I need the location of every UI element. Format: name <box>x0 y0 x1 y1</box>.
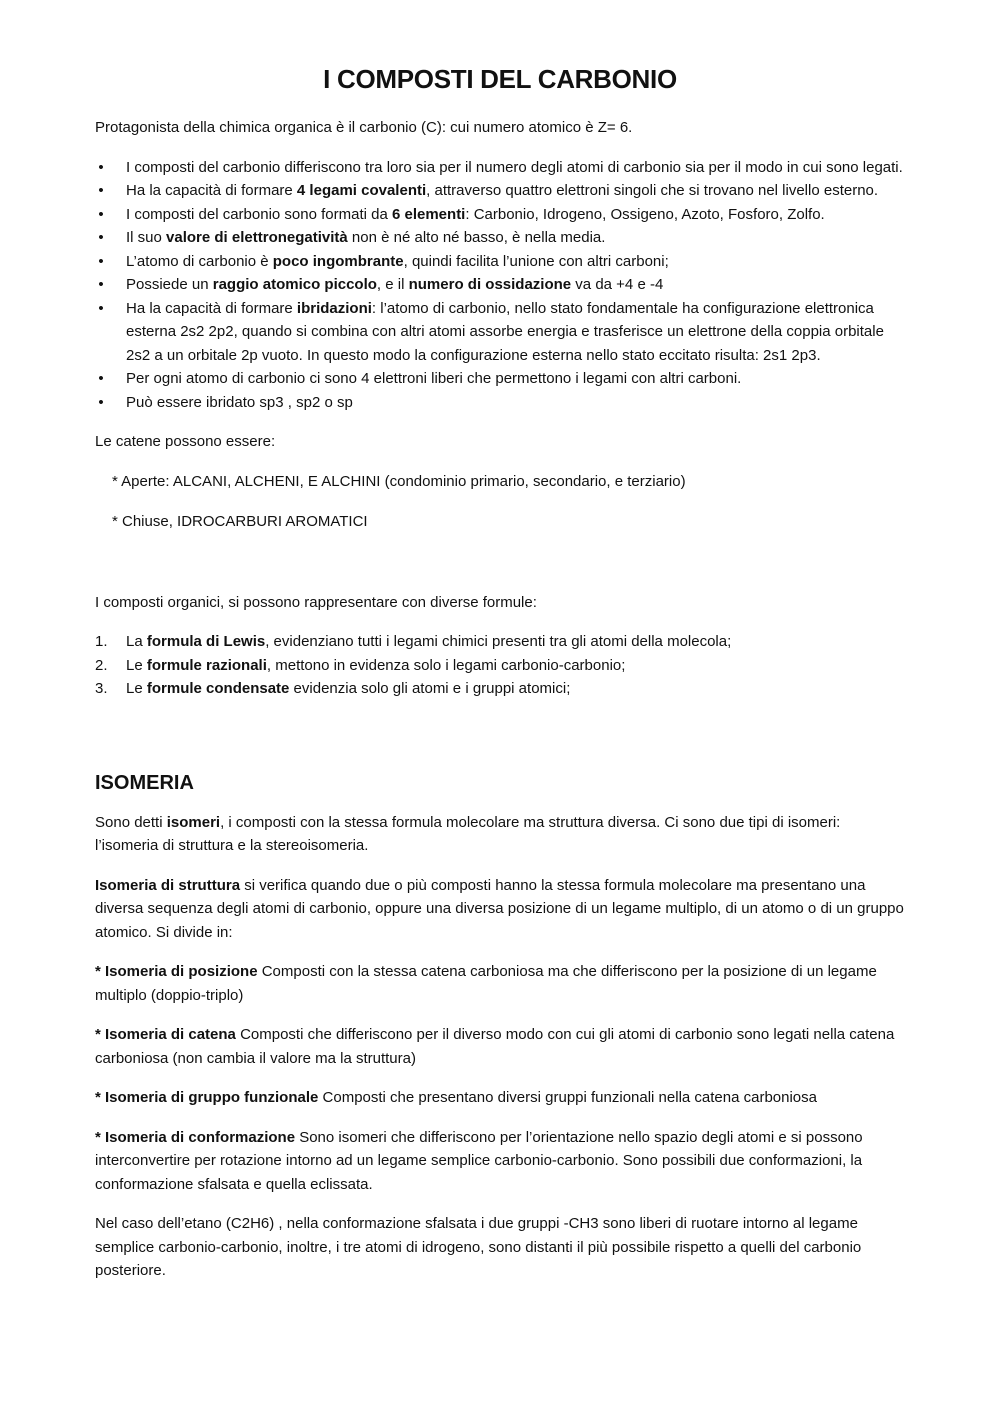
list-item: • Può essere ibridato sp3 , sp2 o sp <box>95 391 905 415</box>
ethane-paragraph: Nel caso dell’etano (C2H6) , nella conformazione sfalsata i due gruppi -CH3 sono liberi di ruotare intorno al legame semplice carbonio-carbonio, inoltre, i tre atomi di idrogeno, sono distanti il più possibile rispetto a quelli del carbonio posteriore. <box>95 1215 862 1279</box>
document-page <box>95 62 905 1299</box>
list-item: 2. Le formule razionali, mettono in evidenza solo i legami carbonio-carbonio; <box>95 654 905 678</box>
section-heading-isomeria: ISOMERIA <box>95 771 194 794</box>
bullet-icon: • <box>98 299 104 317</box>
isomeria-definition: Sono detti isomeri, i composti con la stessa formula molecolare ma struttura diversa. Ci sono due tipi di isomeri: l’isomeria di struttura e la stereoisomeria. <box>95 813 841 854</box>
list-item: 3. Le formule condensate evidenzia solo gli atomi e i gruppi atomici; <box>95 677 905 701</box>
properties-list <box>95 156 905 415</box>
chains-closed: * Chiuse, IDROCARBURI AROMATICI <box>112 513 368 530</box>
document-title: I COMPOSTI DEL CARBONIO <box>323 64 677 94</box>
bullet-icon: • <box>98 182 104 199</box>
isomeria-type-gruppo-funzionale: * Isomeria di gruppo funzionale Composti che presentano diversi gruppi funzionali nella catena carboniosa <box>95 1089 817 1106</box>
bullet-icon: • <box>98 158 104 176</box>
spacer <box>95 551 905 591</box>
list-item: • Ha la capacità di formare ibridazioni: l’atomo di carbonio, nello stato fondamentale ha configurazione elettronica esterna 2s2 2p2, quando si combina con altri atomi assorbe energia e trasferisce un elettrone della coppia orbitale 2s2 a un orbitale 2p vuoto. In questo modo la configurazione esterna nello stato eccitato risulta: 2s1 2p3. <box>95 297 905 368</box>
list-item: • Il suo valore di elettronegatività non è né alto né basso, è nella media. <box>95 226 905 250</box>
list-item: • Possiede un raggio atomico piccolo, e il numero di ossidazione va da +4 e -4 <box>95 273 905 297</box>
formulas-list <box>95 630 905 701</box>
chains-intro: Le catene possono essere: <box>95 433 276 450</box>
list-number: 2. <box>95 656 108 674</box>
list-item: 1. La formula di Lewis, evidenziano tutti i legami chimici presenti tra gli atomi della molecola; <box>95 630 905 654</box>
list-item: • I composti del carbonio sono formati da 6 elementi: Carbonio, Idrogeno, Ossigeno, Azoto, Fosforo, Zolfo. <box>95 203 905 227</box>
isomeria-type-catena: * Isomeria di catena Composti che differiscono per il diverso modo con cui gli atomi di carbonio sono legati nella catena carboniosa (non cambia il valore ma la struttura) <box>95 1026 895 1067</box>
list-number: 3. <box>95 680 108 697</box>
bullet-icon: • <box>98 229 104 246</box>
list-number: 1. <box>95 633 108 650</box>
formulas-intro: I composti organici, si possono rappresentare con diverse formule: <box>95 593 537 611</box>
list-item: • Per ogni atomo di carbonio ci sono 4 elettroni liberi che permettono i legami con altri carboni. <box>95 367 905 391</box>
bullet-icon: • <box>98 252 104 270</box>
chains-open: * Aperte: ALCANI, ALCHENI, E ALCHINI (condominio primario, secondario, e terziario) <box>112 472 686 490</box>
isomeria-type-posizione: * Isomeria di posizione Composti con la stessa catena carboniosa ma che differiscono per la posizione di un legame multiplo (doppio-triplo) <box>95 963 877 1004</box>
spacer <box>95 717 905 769</box>
isomeria-type-conformazione: * Isomeria di conformazione Sono isomeri che differiscono per l’orientazione nello spazio degli atomi e si possono interconvertire per rotazione intorno ad un legame semplice carbonio-carbonio. Sono possibili due conformazioni, la conformazione sfalsata e quella eclissata. <box>95 1128 863 1193</box>
isomeria-struttura: Isomeria di struttura si verifica quando due o più composti hanno la stessa formula molecolare ma presentano una diversa sequenza degli atomi di carbonio, oppure una diversa posizione di un legame multiplo, di un atomo o di un gruppo atomico. Si divide in: <box>95 876 904 941</box>
list-item: • Ha la capacità di formare 4 legami covalenti, attraverso quattro elettroni singoli che si trovano nel livello esterno. <box>95 179 905 203</box>
bullet-icon: • <box>98 393 104 411</box>
list-item: • L’atomo di carbonio è poco ingombrante, quindi facilita l’unione con altri carboni; <box>95 250 905 274</box>
bullet-icon: • <box>98 276 104 293</box>
bullet-icon: • <box>98 205 104 223</box>
bullet-icon: • <box>98 370 104 387</box>
list-item: • I composti del carbonio differiscono tra loro sia per il numero degli atomi di carbonio sia per il modo in cui sono legati. <box>95 156 905 180</box>
intro-paragraph: Protagonista della chimica organica è il carbonio (C): cui numero atomico è Z= 6. <box>95 119 633 136</box>
